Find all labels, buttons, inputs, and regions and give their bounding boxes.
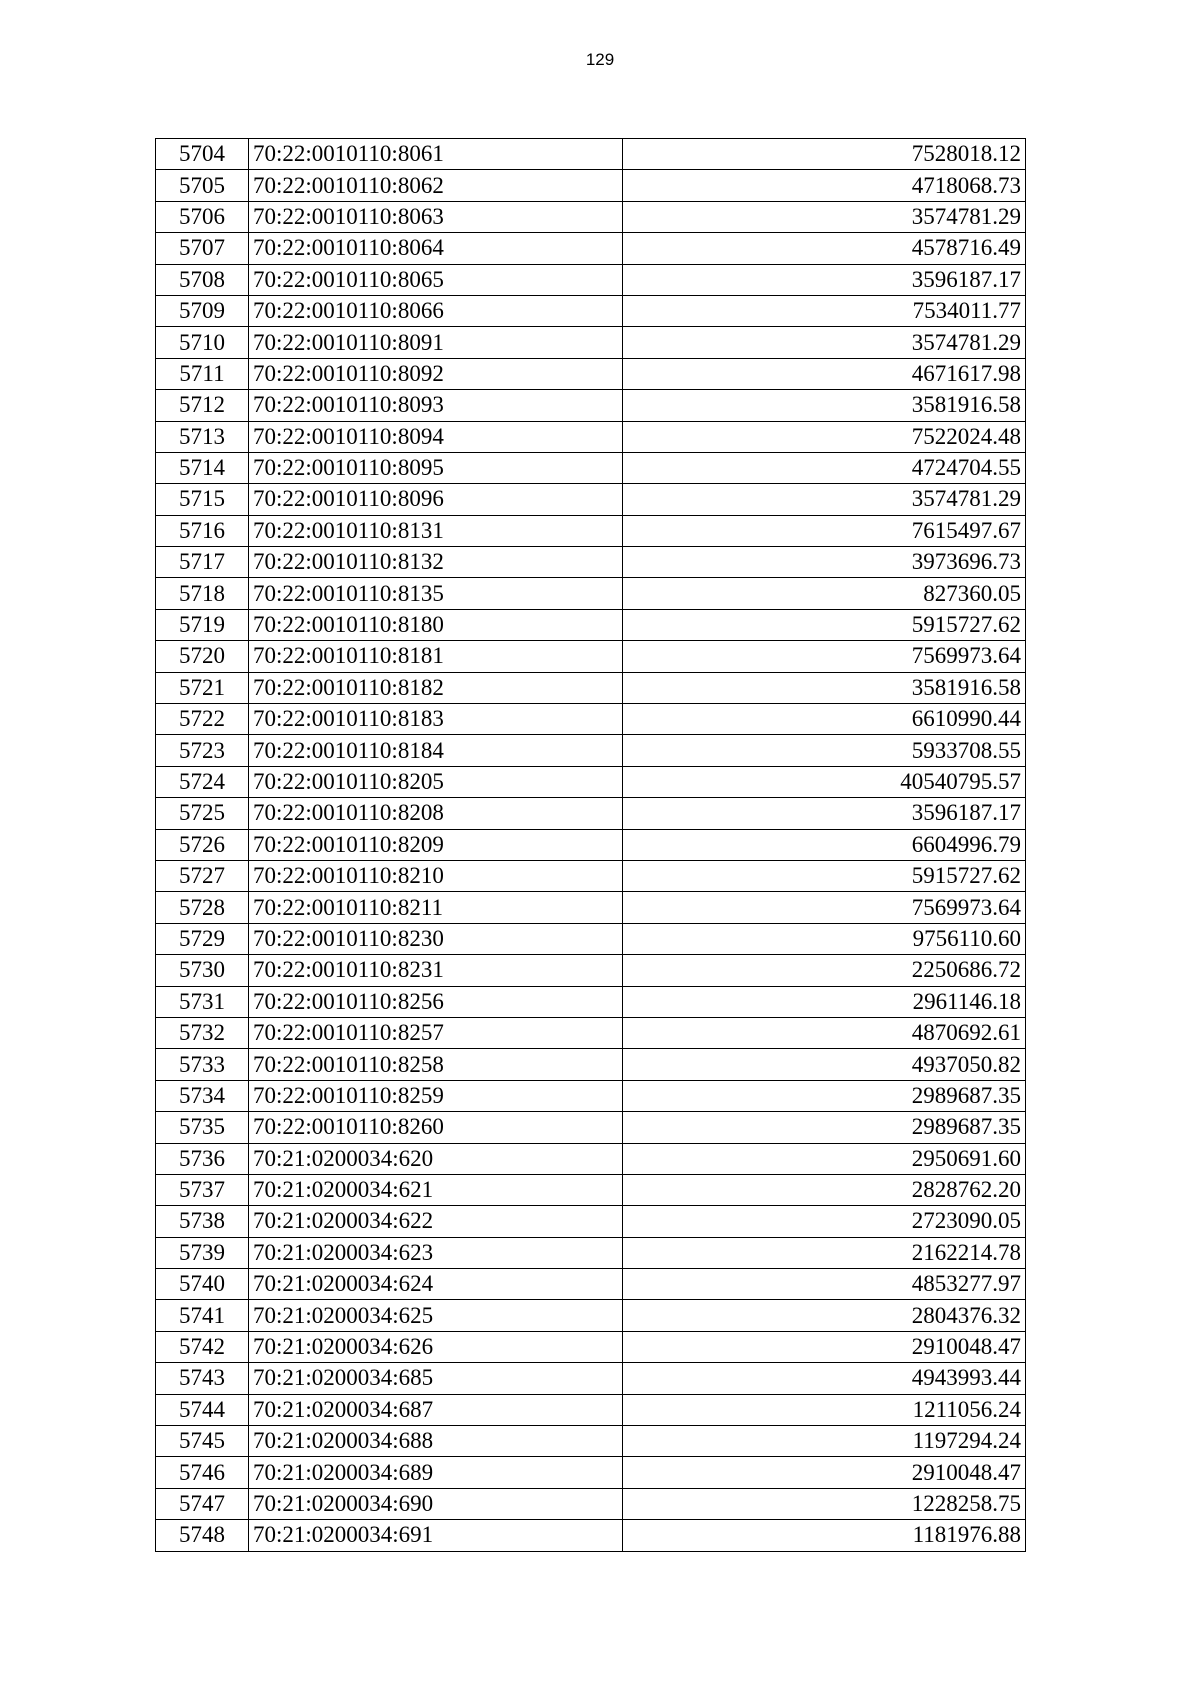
- cadastral-number-cell: 70:21:0200034:687: [249, 1394, 623, 1425]
- row-number-cell: 5742: [156, 1331, 249, 1362]
- cadastral-value-cell: 2828762.20: [623, 1174, 1026, 1205]
- cadastral-value-cell: 2950691.60: [623, 1143, 1026, 1174]
- cadastral-value-cell: 3973696.73: [623, 547, 1026, 578]
- row-number-cell: 5712: [156, 390, 249, 421]
- cadastral-number-cell: 70:22:0010110:8064: [249, 233, 623, 264]
- row-number-cell: 5718: [156, 578, 249, 609]
- table-row: [156, 201, 1026, 232]
- table-row: [156, 1488, 1026, 1519]
- row-number-cell: 5745: [156, 1426, 249, 1457]
- table-row: [156, 1017, 1026, 1048]
- row-number-cell: 5713: [156, 421, 249, 452]
- table-row: [156, 892, 1026, 923]
- table-row: [156, 955, 1026, 986]
- cadastral-number-cell: 70:22:0010110:8231: [249, 955, 623, 986]
- cadastral-value-cell: 40540795.57: [623, 766, 1026, 797]
- cadastral-number-cell: 70:22:0010110:8184: [249, 735, 623, 766]
- cadastral-value-cell: 6610990.44: [623, 704, 1026, 735]
- table-row: [156, 578, 1026, 609]
- cadastral-value-cell: 6604996.79: [623, 829, 1026, 860]
- table-row: [156, 452, 1026, 483]
- cadastral-value-cell: 7528018.12: [623, 139, 1026, 170]
- cadastral-value-cell: 3596187.17: [623, 264, 1026, 295]
- row-number-cell: 5744: [156, 1394, 249, 1425]
- cadastral-number-cell: 70:21:0200034:690: [249, 1488, 623, 1519]
- row-number-cell: 5746: [156, 1457, 249, 1488]
- row-number-cell: 5743: [156, 1363, 249, 1394]
- row-number-cell: 5714: [156, 452, 249, 483]
- cadastral-number-cell: 70:22:0010110:8230: [249, 923, 623, 954]
- cadastral-value-cell: 2804376.32: [623, 1300, 1026, 1331]
- cadastral-number-cell: 70:22:0010110:8205: [249, 766, 623, 797]
- table-row: [156, 1394, 1026, 1425]
- table-row: [156, 1049, 1026, 1080]
- cadastral-value-cell: 1211056.24: [623, 1394, 1026, 1425]
- cadastral-value-cell: 2250686.72: [623, 955, 1026, 986]
- table-row: [156, 1080, 1026, 1111]
- cadastral-number-cell: 70:21:0200034:688: [249, 1426, 623, 1457]
- row-number-cell: 5706: [156, 201, 249, 232]
- cadastral-value-cell: 1228258.75: [623, 1488, 1026, 1519]
- table-row: [156, 1426, 1026, 1457]
- table-row: [156, 547, 1026, 578]
- row-number-cell: 5734: [156, 1080, 249, 1111]
- cadastral-value-cell: 3596187.17: [623, 798, 1026, 829]
- row-number-cell: 5735: [156, 1112, 249, 1143]
- cadastral-value-cell: 3581916.58: [623, 672, 1026, 703]
- cadastral-value-table: [155, 138, 1026, 1552]
- cadastral-value-cell: 1181976.88: [623, 1520, 1026, 1551]
- table-body: [156, 139, 1026, 1552]
- row-number-cell: 5725: [156, 798, 249, 829]
- cadastral-value-cell: 4671617.98: [623, 358, 1026, 389]
- cadastral-value-cell: 5915727.62: [623, 860, 1026, 891]
- cadastral-number-cell: 70:22:0010110:8092: [249, 358, 623, 389]
- cadastral-value-cell: 7569973.64: [623, 892, 1026, 923]
- cadastral-value-cell: 4943993.44: [623, 1363, 1026, 1394]
- table-row: [156, 860, 1026, 891]
- row-number-cell: 5705: [156, 170, 249, 201]
- row-number-cell: 5710: [156, 327, 249, 358]
- table-row: [156, 1457, 1026, 1488]
- cadastral-number-cell: 70:21:0200034:625: [249, 1300, 623, 1331]
- cadastral-value-cell: 2910048.47: [623, 1457, 1026, 1488]
- table-row: [156, 1143, 1026, 1174]
- cadastral-value-cell: 3581916.58: [623, 390, 1026, 421]
- row-number-cell: 5729: [156, 923, 249, 954]
- cadastral-value-cell: 2910048.47: [623, 1331, 1026, 1362]
- table-row: [156, 233, 1026, 264]
- cadastral-value-cell: 2162214.78: [623, 1237, 1026, 1268]
- cadastral-value-cell: 5915727.62: [623, 609, 1026, 640]
- row-number-cell: 5723: [156, 735, 249, 766]
- cadastral-value-cell: 3574781.29: [623, 327, 1026, 358]
- table-row: [156, 1206, 1026, 1237]
- table-row: [156, 1174, 1026, 1205]
- row-number-cell: 5709: [156, 295, 249, 326]
- row-number-cell: 5732: [156, 1017, 249, 1048]
- table-row: [156, 704, 1026, 735]
- cadastral-value-cell: 3574781.29: [623, 484, 1026, 515]
- cadastral-number-cell: 70:21:0200034:620: [249, 1143, 623, 1174]
- page-number: 129: [585, 50, 615, 69]
- table-row: [156, 986, 1026, 1017]
- table-row: [156, 484, 1026, 515]
- cadastral-value-cell: 3574781.29: [623, 201, 1026, 232]
- cadastral-value-cell: 2723090.05: [623, 1206, 1026, 1237]
- cadastral-number-cell: 70:22:0010110:8062: [249, 170, 623, 201]
- table-row: [156, 1300, 1026, 1331]
- table-row: [156, 1520, 1026, 1551]
- table-row: [156, 390, 1026, 421]
- cadastral-number-cell: 70:22:0010110:8095: [249, 452, 623, 483]
- table-row: [156, 1363, 1026, 1394]
- table-row: [156, 358, 1026, 389]
- row-number-cell: 5719: [156, 609, 249, 640]
- row-number-cell: 5727: [156, 860, 249, 891]
- cadastral-number-cell: 70:21:0200034:689: [249, 1457, 623, 1488]
- row-number-cell: 5704: [156, 139, 249, 170]
- table-row: [156, 766, 1026, 797]
- cadastral-value-cell: 4937050.82: [623, 1049, 1026, 1080]
- cadastral-value-cell: 7534011.77: [623, 295, 1026, 326]
- cadastral-number-cell: 70:22:0010110:8096: [249, 484, 623, 515]
- cadastral-value-cell: 5933708.55: [623, 735, 1026, 766]
- row-number-cell: 5717: [156, 547, 249, 578]
- row-number-cell: 5748: [156, 1520, 249, 1551]
- row-number-cell: 5720: [156, 641, 249, 672]
- table-row: [156, 829, 1026, 860]
- table-row: [156, 1112, 1026, 1143]
- cadastral-number-cell: 70:22:0010110:8066: [249, 295, 623, 326]
- cadastral-number-cell: 70:22:0010110:8209: [249, 829, 623, 860]
- table-row: [156, 295, 1026, 326]
- table-row: [156, 641, 1026, 672]
- cadastral-number-cell: 70:22:0010110:8259: [249, 1080, 623, 1111]
- row-number-cell: 5737: [156, 1174, 249, 1205]
- cadastral-number-cell: 70:21:0200034:622: [249, 1206, 623, 1237]
- row-number-cell: 5708: [156, 264, 249, 295]
- row-number-cell: 5707: [156, 233, 249, 264]
- table-row: [156, 609, 1026, 640]
- cadastral-value-cell: 827360.05: [623, 578, 1026, 609]
- row-number-cell: 5728: [156, 892, 249, 923]
- cadastral-number-cell: 70:21:0200034:691: [249, 1520, 623, 1551]
- cadastral-number-cell: 70:22:0010110:8258: [249, 1049, 623, 1080]
- cadastral-number-cell: 70:22:0010110:8181: [249, 641, 623, 672]
- cadastral-value-cell: 2989687.35: [623, 1112, 1026, 1143]
- cadastral-value-cell: 4718068.73: [623, 170, 1026, 201]
- cadastral-number-cell: 70:22:0010110:8065: [249, 264, 623, 295]
- row-number-cell: 5738: [156, 1206, 249, 1237]
- cadastral-value-cell: 1197294.24: [623, 1426, 1026, 1457]
- cadastral-value-cell: 7615497.67: [623, 515, 1026, 546]
- cadastral-number-cell: 70:22:0010110:8180: [249, 609, 623, 640]
- row-number-cell: 5711: [156, 358, 249, 389]
- table-row: [156, 672, 1026, 703]
- cadastral-number-cell: 70:21:0200034:685: [249, 1363, 623, 1394]
- cadastral-number-cell: 70:22:0010110:8091: [249, 327, 623, 358]
- cadastral-number-cell: 70:22:0010110:8093: [249, 390, 623, 421]
- cadastral-number-cell: 70:22:0010110:8208: [249, 798, 623, 829]
- cadastral-number-cell: 70:22:0010110:8131: [249, 515, 623, 546]
- table-row: [156, 264, 1026, 295]
- cadastral-number-cell: 70:22:0010110:8135: [249, 578, 623, 609]
- cadastral-number-cell: 70:21:0200034:623: [249, 1237, 623, 1268]
- cadastral-number-cell: 70:21:0200034:621: [249, 1174, 623, 1205]
- cadastral-number-cell: 70:22:0010110:8182: [249, 672, 623, 703]
- cadastral-number-cell: 70:22:0010110:8063: [249, 201, 623, 232]
- row-number-cell: 5733: [156, 1049, 249, 1080]
- row-number-cell: 5730: [156, 955, 249, 986]
- cadastral-number-cell: 70:22:0010110:8061: [249, 139, 623, 170]
- cadastral-number-cell: 70:22:0010110:8210: [249, 860, 623, 891]
- cadastral-number-cell: 70:22:0010110:8132: [249, 547, 623, 578]
- row-number-cell: 5721: [156, 672, 249, 703]
- row-number-cell: 5736: [156, 1143, 249, 1174]
- cadastral-number-cell: 70:22:0010110:8257: [249, 1017, 623, 1048]
- cadastral-value-cell: 4870692.61: [623, 1017, 1026, 1048]
- table-row: [156, 421, 1026, 452]
- table-row: [156, 327, 1026, 358]
- cadastral-value-cell: 4578716.49: [623, 233, 1026, 264]
- table-row: [156, 1269, 1026, 1300]
- row-number-cell: 5722: [156, 704, 249, 735]
- row-number-cell: 5726: [156, 829, 249, 860]
- cadastral-value-cell: 4724704.55: [623, 452, 1026, 483]
- cadastral-value-cell: 9756110.60: [623, 923, 1026, 954]
- table-row: [156, 515, 1026, 546]
- row-number-cell: 5716: [156, 515, 249, 546]
- cadastral-value-cell: 7569973.64: [623, 641, 1026, 672]
- row-number-cell: 5715: [156, 484, 249, 515]
- cadastral-number-cell: 70:22:0010110:8211: [249, 892, 623, 923]
- cadastral-number-cell: 70:22:0010110:8094: [249, 421, 623, 452]
- table-row: [156, 139, 1026, 170]
- table-row: [156, 798, 1026, 829]
- table-row: [156, 1331, 1026, 1362]
- table-row: [156, 735, 1026, 766]
- cadastral-number-cell: 70:21:0200034:624: [249, 1269, 623, 1300]
- row-number-cell: 5741: [156, 1300, 249, 1331]
- cadastral-value-cell: 2961146.18: [623, 986, 1026, 1017]
- table-row: [156, 1237, 1026, 1268]
- cadastral-number-cell: 70:22:0010110:8260: [249, 1112, 623, 1143]
- cadastral-number-cell: 70:22:0010110:8256: [249, 986, 623, 1017]
- table-row: [156, 170, 1026, 201]
- cadastral-value-cell: 4853277.97: [623, 1269, 1026, 1300]
- table-row: [156, 923, 1026, 954]
- cadastral-value-cell: 7522024.48: [623, 421, 1026, 452]
- row-number-cell: 5731: [156, 986, 249, 1017]
- cadastral-value-cell: 2989687.35: [623, 1080, 1026, 1111]
- row-number-cell: 5747: [156, 1488, 249, 1519]
- cadastral-number-cell: 70:21:0200034:626: [249, 1331, 623, 1362]
- row-number-cell: 5740: [156, 1269, 249, 1300]
- row-number-cell: 5739: [156, 1237, 249, 1268]
- row-number-cell: 5724: [156, 766, 249, 797]
- cadastral-number-cell: 70:22:0010110:8183: [249, 704, 623, 735]
